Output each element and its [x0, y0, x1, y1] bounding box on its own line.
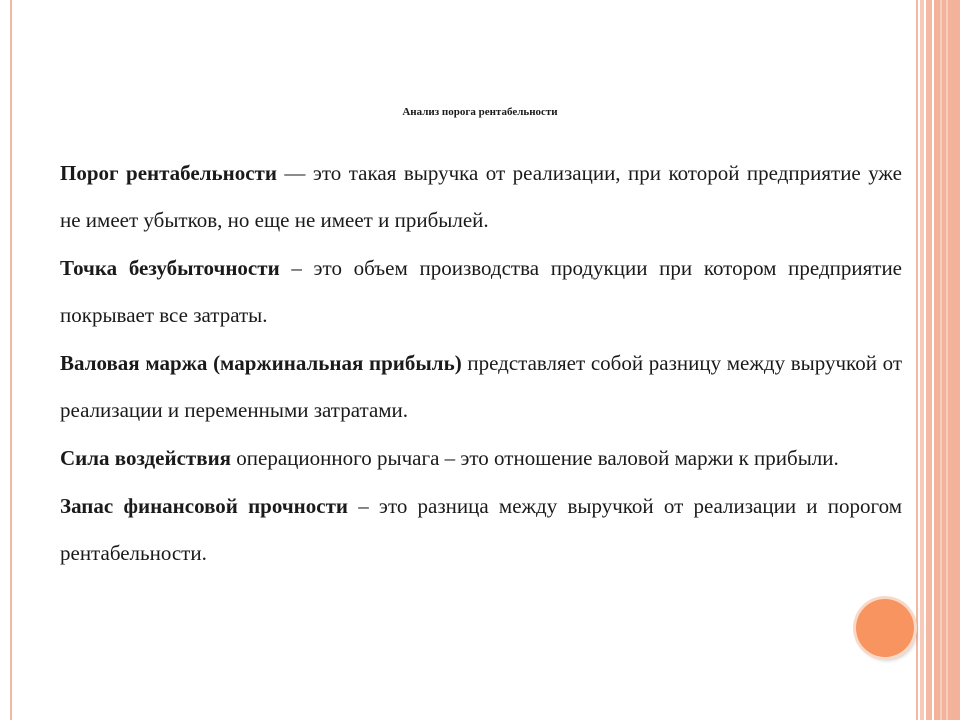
- definition-paragraph: [60, 435, 902, 482]
- definition-text: – это разница между выручкой от реализации и порогом рентабельности.: [60, 494, 902, 565]
- definition-text: — это такая выручка от реализации, при которой предприятие уже не имеет убытков, но еще не имеет и прибылей.: [60, 161, 902, 232]
- definition-term: Валовая маржа (маржинальная прибыль): [60, 351, 462, 375]
- definition-term: Точка безубыточности: [60, 256, 280, 280]
- decorative-circle: [856, 599, 914, 657]
- slide-title: Анализ порога рентабельности: [402, 106, 558, 118]
- definition-term: Сила воздействия: [60, 446, 232, 470]
- definition-paragraph: [60, 483, 902, 577]
- definition-paragraph: [60, 245, 902, 339]
- slide-body: [60, 150, 902, 578]
- definition-text: операционного рычага – это отношение валовой маржи к прибыли.: [231, 446, 839, 470]
- definition-text: – это объем производства продукции при котором предприятие покрывает все затраты.: [60, 256, 902, 327]
- definition-paragraph: [60, 150, 902, 244]
- definition-paragraph: [60, 340, 902, 434]
- definition-text: представляет собой разницу между выручкой от реализации и переменными затратами.: [60, 351, 902, 422]
- definition-term: Порог рентабельности: [60, 161, 277, 185]
- definition-term: Запас финансовой прочности: [60, 494, 348, 518]
